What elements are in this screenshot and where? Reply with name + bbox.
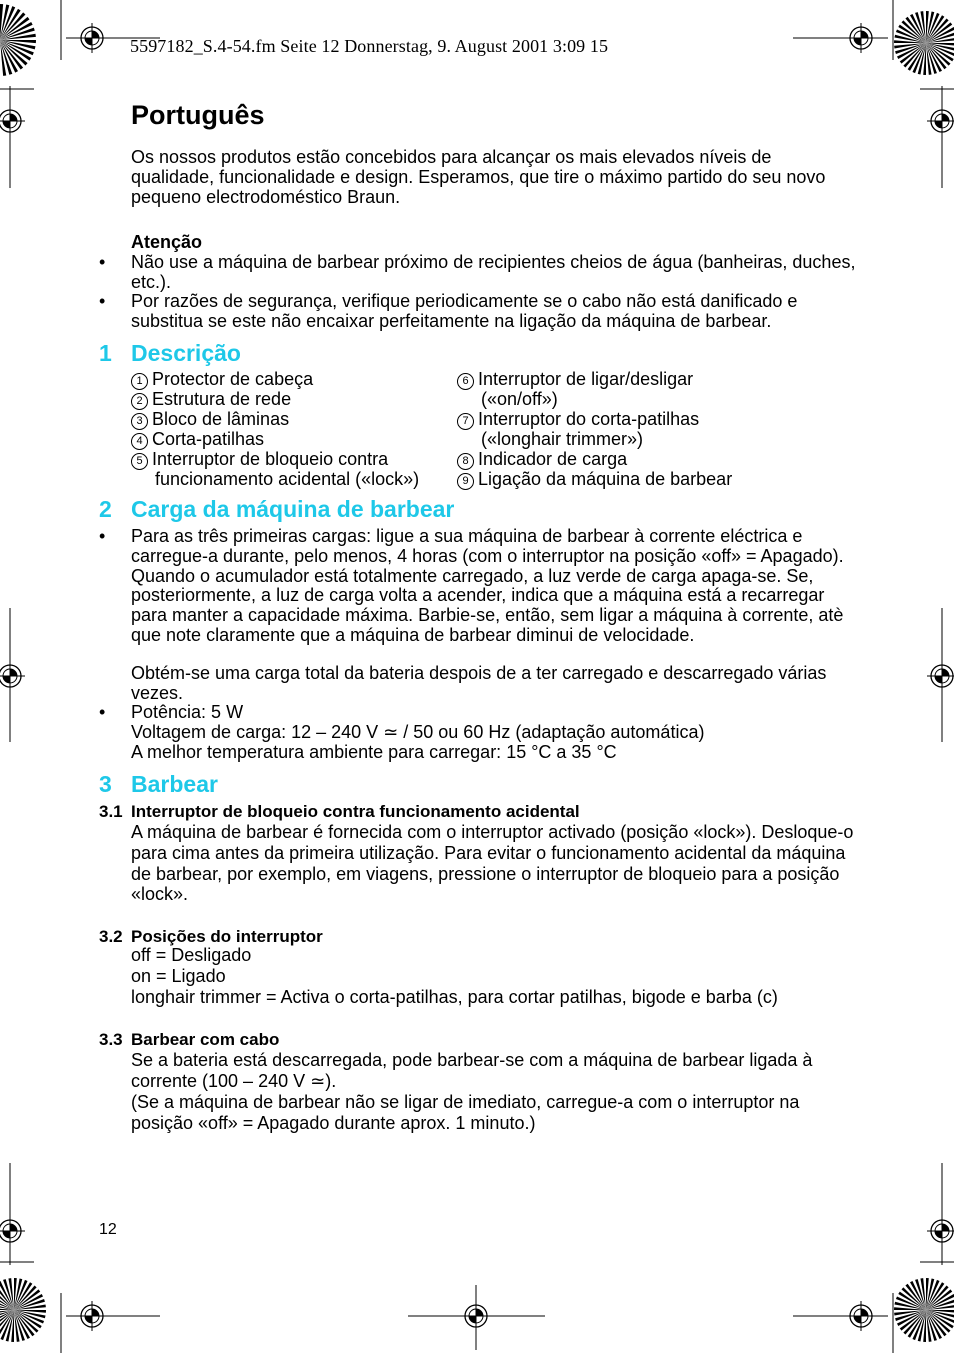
part-label: Interruptor de bloqueio contra (152, 449, 389, 469)
attention-bullet-2: Por razões de segurança, verifique periodicamente se o cabo não está danificado e substitua se este não encaixar perfeitamente na ligação da máquina de barbear. (131, 291, 798, 331)
subsection-heading-3-2 (99, 927, 799, 947)
switch-position-off: off = Desligado (131, 945, 252, 965)
part-item (457, 470, 837, 490)
subsection-title: Barbear com cabo (131, 1030, 280, 1049)
intro-paragraph: Os nossos produtos estão concebidos para alcançar os mais elevados níveis de qualidade, funcionalidade e design. Esperamos, que tire o máximo partido do seu novo pequeno electrodoméstico Braun. (131, 147, 826, 207)
subsection-3-1-text: A máquina de barbear é fornecida com o interruptor activado (posição «lock»). Desloque-o para cima antes da primeira utilização. Para evitar o funcionamento acidental da máquina de barbear, por exemplo, em viagens, pressione o interruptor de bloqueio para a posição «lock». (131, 822, 854, 905)
subsection-title: Posições do interruptor (131, 927, 323, 946)
number-circle: 9 (457, 473, 474, 490)
bullet-dot: • (99, 291, 106, 311)
number-circle: 7 (457, 413, 474, 430)
section-number: 2 (99, 496, 112, 522)
subsection-heading-3-3 (99, 1030, 799, 1050)
part-label: Estrutura de rede (152, 389, 292, 409)
charging-voltage: Voltagem de carga: 12 – 240 V ≃ / 50 ou 60 Hz (adaptação automática) (131, 722, 705, 742)
number-circle: 2 (131, 393, 148, 410)
number-circle: 4 (131, 433, 148, 450)
attention-heading: Atenção (131, 232, 203, 252)
attention-bullet-1: Não use a máquina de barbear próximo de recipientes cheios de água (banheiras, duches, etc.). (131, 252, 856, 292)
section-title: Barbear (131, 771, 218, 797)
starburst-mark (894, 11, 954, 75)
part-item (131, 410, 451, 430)
part-label: Interruptor do corta-patilhas (478, 408, 700, 429)
part-label: Bloco de lâminas (152, 409, 290, 429)
bullet-dot: • (99, 252, 106, 272)
subsection-number: 3.1 (99, 802, 123, 821)
subsection-heading-3-1 (99, 802, 799, 822)
starburst-mark (0, 1278, 46, 1342)
part-label: Ligação da máquina de barbear (478, 468, 733, 489)
number-circle: 6 (457, 373, 474, 390)
file-header-line: 5597182_S.4-54.fm Seite 12 Donnerstag, 9. August 2001 3:09 15 (130, 36, 609, 56)
part-label-continued: («longhair trimmer») (481, 428, 644, 449)
parts-list-left (131, 370, 451, 490)
parts-list-right (457, 370, 837, 490)
page-number: 12 (99, 1221, 117, 1238)
charging-bullet-1-extra: Obtém-se uma carga total da bateria despois de a ter carregado e descarregado várias vezes. (131, 663, 827, 703)
part-item (457, 410, 837, 430)
page-title: Português (131, 100, 265, 130)
section-number: 3 (99, 771, 112, 797)
number-circle: 8 (457, 453, 474, 470)
charging-temperature: A melhor temperatura ambiente para carregar: 15 °C a 35 °C (131, 742, 617, 762)
part-label-continued: funcionamento acidental («lock») (155, 469, 420, 489)
switch-position-on: on = Ligado (131, 966, 226, 986)
bullet-dot: • (99, 526, 106, 546)
part-item (457, 450, 837, 470)
subsection-number: 3.2 (99, 927, 123, 946)
part-item (131, 390, 451, 410)
starburst-mark (0, 4, 36, 76)
number-circle: 3 (131, 413, 148, 430)
part-item (131, 430, 451, 450)
bullet-dot: • (99, 702, 106, 722)
part-item (131, 450, 451, 470)
charging-power: Potência: 5 W (131, 702, 244, 722)
section-number: 1 (99, 340, 112, 366)
subsection-3-3-text-2: (Se a máquina de barbear não se ligar de imediato, carregue-a com o interruptor na posição «off» = Apagado durante aprox. 1 minuto.) (131, 1092, 800, 1133)
charging-bullet-1: Para as três primeiras cargas: ligue a sua máquina de barbear à corrente eléctrica e carregue-a durante, pelo menos, 4 horas (com o interruptor na posição «off» = Apagado). Quando o acumulador está totalmente carregado, a luz verde de carga apaga-se. Se, posteriormente, a luz de carga volta a acender, indica que a máquina está a recarregar para manter a capacidade máxima. Barbie-se, então, sem ligar a máquina à corrente, atè que note claramente que a máquina de barbear diminui de velocidade. (131, 526, 844, 645)
number-circle: 5 (131, 453, 148, 470)
part-item (131, 370, 451, 390)
part-label: Interruptor de ligar/desligar (478, 369, 694, 389)
subsection-3-3-text-1: Se a bateria está descarregada, pode barbear-se com a máquina de barbear ligada à corrente (100 – 240 V ≃). (131, 1050, 813, 1091)
part-label-continued: («on/off») (481, 389, 558, 409)
part-item (457, 370, 837, 390)
subsection-title: Interruptor de bloqueio contra funcionamento acidental (131, 802, 580, 821)
number-circle: 1 (131, 373, 148, 390)
section-heading-1 (99, 340, 699, 366)
part-label: Protector de cabeça (152, 369, 314, 389)
part-label: Indicador de carga (478, 448, 628, 469)
subsection-number: 3.3 (99, 1030, 123, 1049)
switch-position-trimmer: longhair trimmer = Activa o corta-patilhas, para cortar patilhas, bigode e barba (c) (131, 987, 778, 1007)
section-title: Carga da máquina de barbear (131, 496, 455, 522)
section-title: Descrição (131, 340, 241, 366)
starburst-mark (894, 1278, 954, 1342)
section-heading-3 (99, 771, 699, 797)
part-label: Corta-patilhas (152, 429, 265, 449)
section-heading-2 (99, 496, 699, 522)
